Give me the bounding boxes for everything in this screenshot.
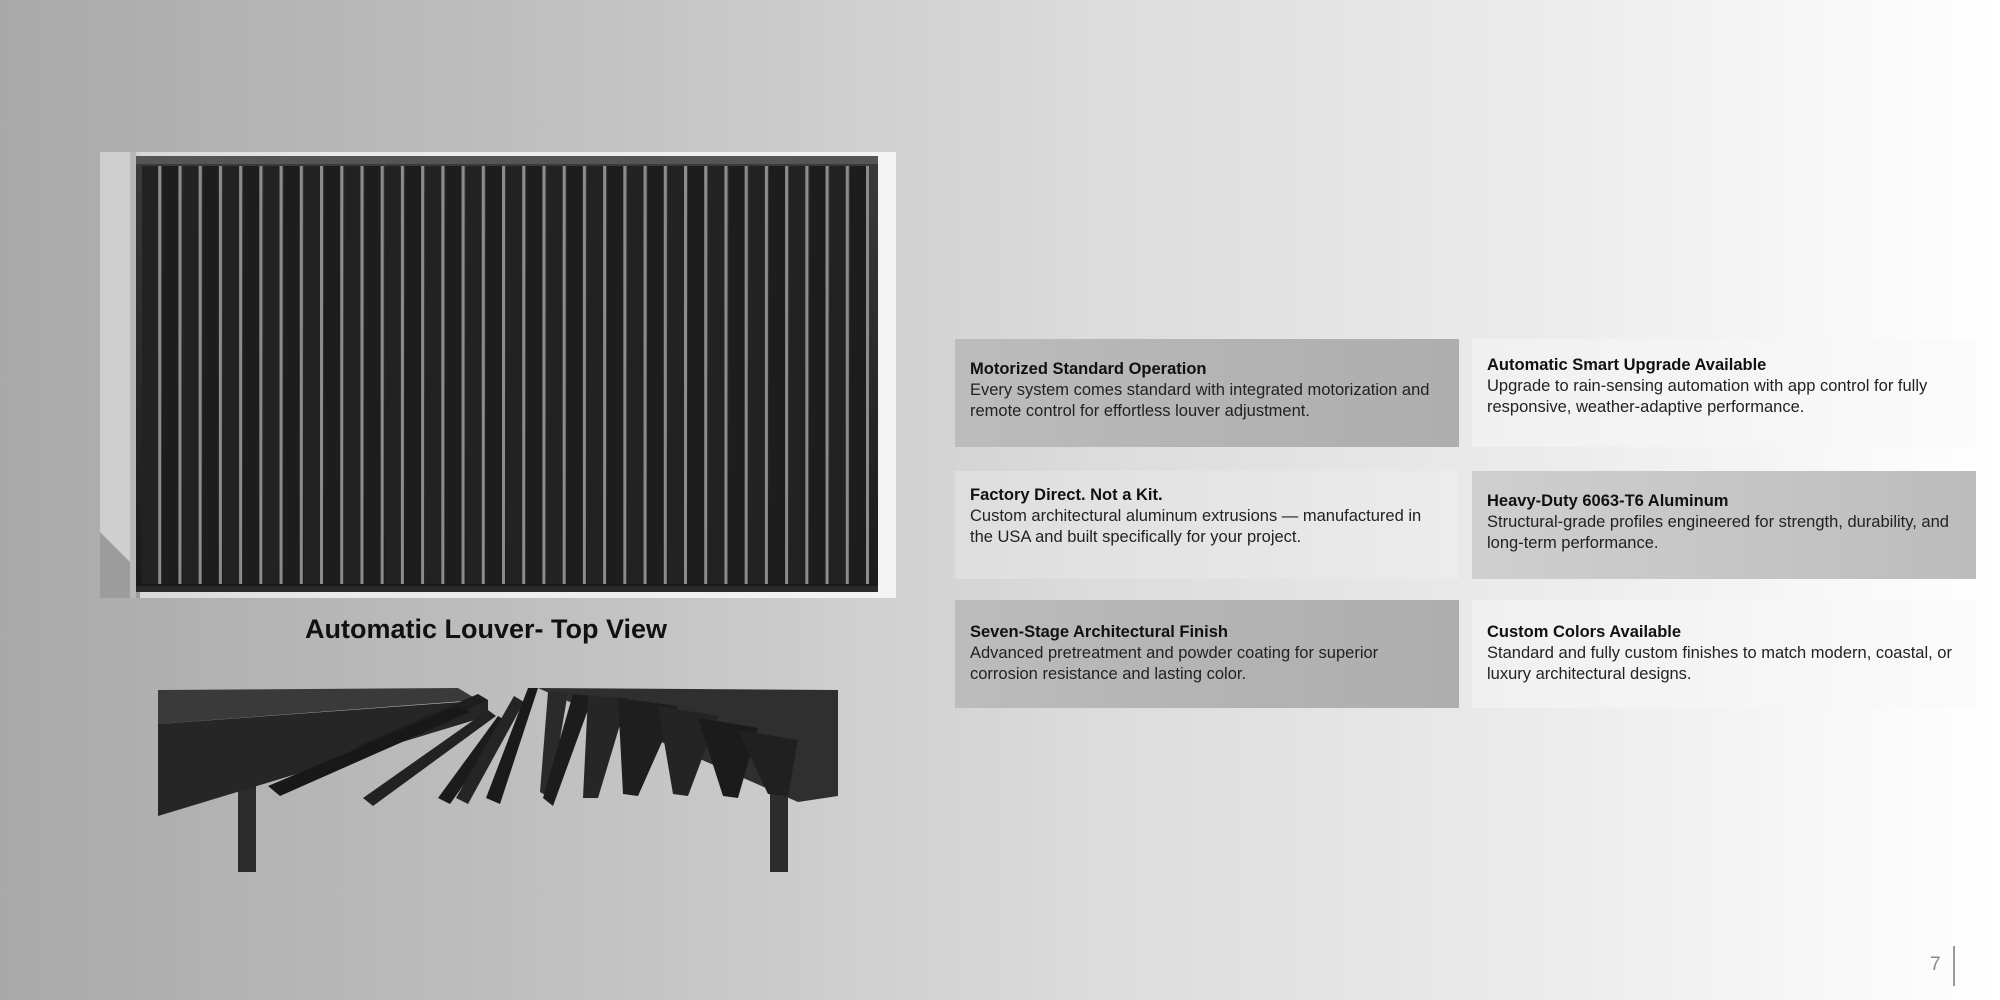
louver-slat [769, 166, 785, 584]
feature-title: Custom Colors Available [1487, 623, 1682, 641]
feature-card-aluminum [1472, 471, 1976, 579]
louver-slat-edge [482, 166, 485, 584]
feature-text: Custom architectural aluminum extrusions — manufactured in the USA and built specifically for your project. [970, 507, 1422, 546]
feature-title: Heavy-Duty 6063-T6 Aluminum [1487, 492, 1729, 510]
louver-slat-edge [300, 166, 303, 584]
louver-slat-edge [441, 166, 444, 584]
feature-text: Standard and fully custom finishes to match modern, coastal, or luxury architectural designs. [1487, 644, 1952, 683]
louver-slat [223, 166, 239, 584]
louver-slat-edge [219, 166, 222, 584]
louver-slat [203, 166, 219, 584]
louver-slat-edge [583, 166, 586, 584]
feature-card-motorized [955, 339, 1459, 447]
louver-slat-edge [603, 166, 606, 584]
louver-slat-edge [462, 166, 465, 584]
feature-title: Factory Direct. Not a Kit. [970, 486, 1163, 504]
louver-slat-edge [259, 166, 262, 584]
louver-slat-edge [805, 166, 808, 584]
louver-slat [789, 166, 805, 584]
louver-slat [728, 166, 744, 584]
feature-title: Motorized Standard Operation [970, 360, 1207, 378]
louver-slat-edge [280, 166, 283, 584]
louver-slat-edge [522, 166, 525, 584]
louver-slat-edge [846, 166, 849, 584]
feature-card-finish [955, 600, 1459, 708]
louver-slat-edge [826, 166, 829, 584]
louver-slat [263, 166, 279, 584]
feature-text: Structural-grade profiles engineered for strength, durability, and long-term performance. [1487, 513, 1949, 552]
louver-slat [749, 166, 765, 584]
feature-title: Automatic Smart Upgrade Available [1487, 356, 1767, 374]
louver-slat [708, 166, 724, 584]
louver-slat [405, 166, 421, 584]
louver-slat-edge [745, 166, 748, 584]
louver-slat [627, 166, 643, 584]
louver-slat-edge [866, 166, 869, 584]
louver-slat-edge [421, 166, 424, 584]
louver-slat [587, 166, 603, 584]
louver-slat-edge [644, 166, 647, 584]
louver-slat [284, 166, 300, 584]
louver-slat [809, 166, 825, 584]
louver-slat-edge [724, 166, 727, 584]
louver-slat-edge [684, 166, 687, 584]
louver-slat-edge [239, 166, 242, 584]
louver-slat [364, 166, 380, 584]
louver-slat [546, 166, 562, 584]
louver-slat [850, 166, 866, 584]
louver-slat-edge [340, 166, 343, 584]
louver-slat-edge [158, 166, 161, 584]
louver-slat [506, 166, 522, 584]
louver-slat [344, 166, 360, 584]
louver-slat-edge [401, 166, 404, 584]
louver-slat [526, 166, 542, 584]
top-view-caption: Automatic Louver- Top View [304, 614, 668, 644]
louver-slat-edge [381, 166, 384, 584]
louver-slat [445, 166, 461, 584]
louver-slat-edge [664, 166, 667, 584]
louver-slat [243, 166, 259, 584]
feature-text: Upgrade to rain-sensing automation with app control for fully responsive, weather-adaptive performance. [1487, 377, 1928, 416]
louver-slat-edge [178, 166, 181, 584]
louver-side-view-image [158, 686, 838, 872]
louver-slat-edge [623, 166, 626, 584]
louver-slat-edge [765, 166, 768, 584]
feature-title: Seven-Stage Architectural Finish [970, 623, 1228, 641]
louver-slat [607, 166, 623, 584]
louver-slat-edge [563, 166, 566, 584]
louver-slat [486, 166, 502, 584]
louver-slat-edge [320, 166, 323, 584]
louver-slat [648, 166, 664, 584]
louver-slat [304, 166, 320, 584]
feature-card-custom-colors [1472, 600, 1976, 708]
louver-top-view-graphic [100, 152, 896, 598]
louver-slat [142, 166, 158, 584]
page-number-divider [1953, 946, 1955, 986]
louver-slat-edge [704, 166, 707, 584]
louver-slat [385, 166, 401, 584]
louver-slat [466, 166, 482, 584]
louver-slat [830, 166, 846, 584]
louver-slat [182, 166, 198, 584]
page-number: 7 [1930, 954, 1941, 975]
louver-side-view-graphic [158, 686, 838, 872]
feature-text: Advanced pretreatment and powder coating for superior corrosion resistance and lasting color. [970, 644, 1379, 683]
louver-slat-edge [502, 166, 505, 584]
louver-slat [162, 166, 178, 584]
louver-slat-edge [542, 166, 545, 584]
feature-card-smart-upgrade [1472, 339, 1976, 447]
louver-slat [324, 166, 340, 584]
louver-slat-edge [785, 166, 788, 584]
louver-slat [425, 166, 441, 584]
louver-slat [688, 166, 704, 584]
louver-slat [567, 166, 583, 584]
louver-slat-edge [360, 166, 363, 584]
feature-text: Every system comes standard with integrated motorization and remote control for effortless louver adjustment. [970, 381, 1430, 420]
feature-card-factory-direct [955, 471, 1459, 579]
louver-slat [668, 166, 684, 584]
louver-top-view-image [100, 152, 896, 598]
louver-slat-edge [199, 166, 202, 584]
